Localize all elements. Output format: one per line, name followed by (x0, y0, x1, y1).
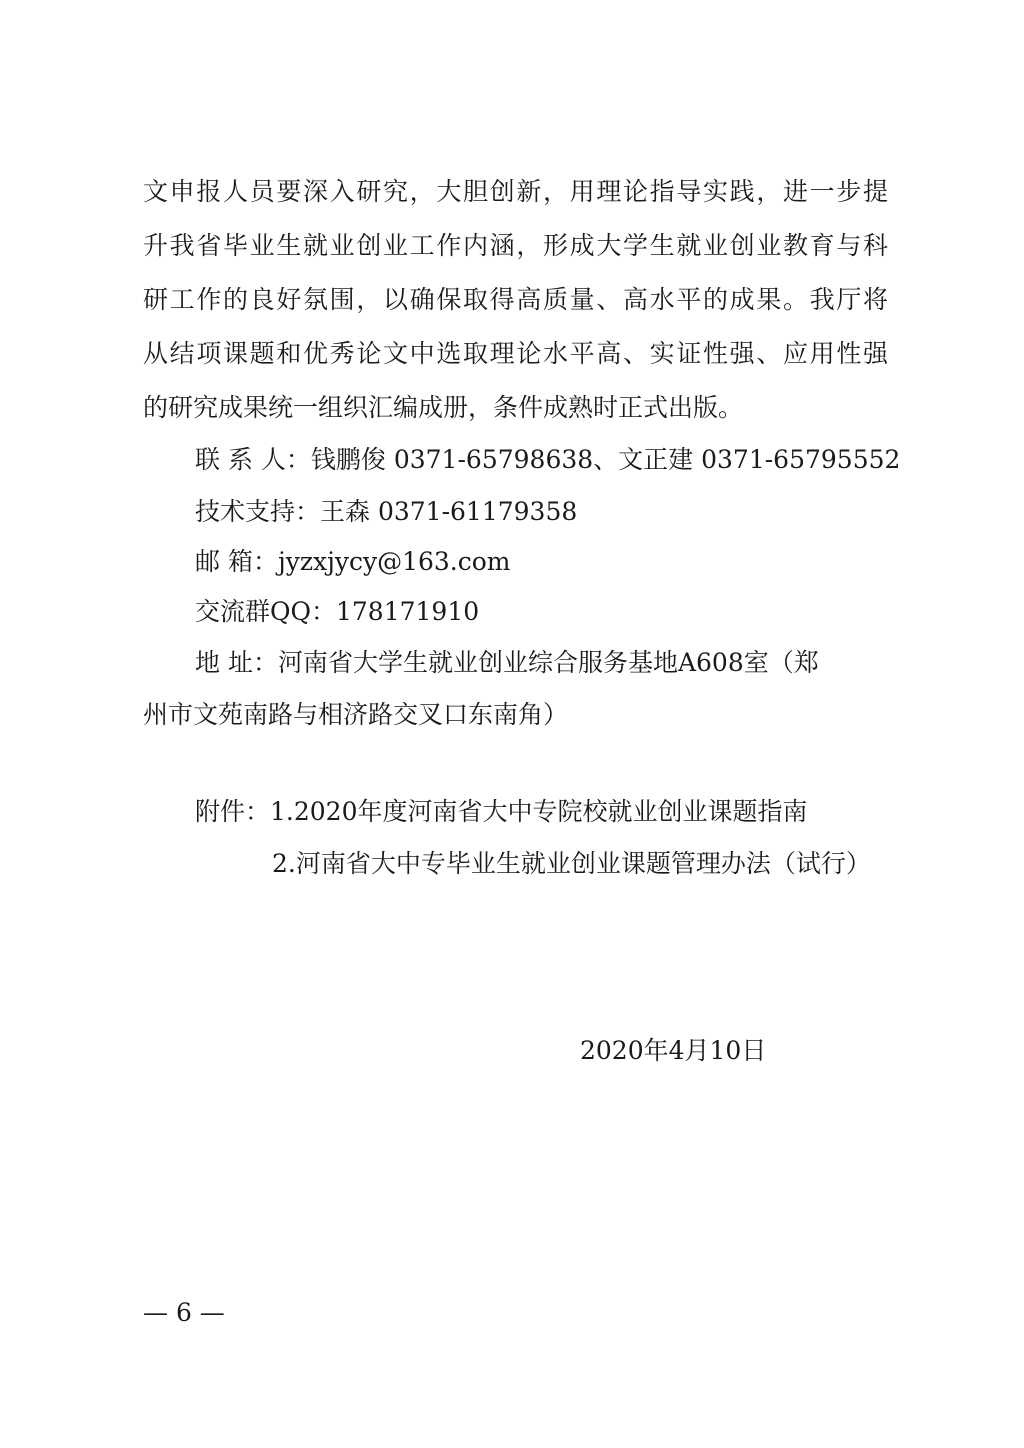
contact-person: 联 系 人：钱鹏俊 0371-65798638、文正建 0371-65795552 (195, 445, 901, 474)
email: 邮 箱：jyzxjycy@163.com (195, 547, 511, 576)
paragraph-line-5: 的研究成果统一组织汇编成册，条件成熟时正式出版。 (143, 393, 744, 422)
address-line-1: 地 址：河南省大学生就业创业综合服务基地A608室（郑 (195, 648, 819, 677)
page-number: — 6 — (143, 1298, 225, 1327)
paragraph-line-3: 研工作的良好氛围，以确保取得高质量、高水平的成果。我厅将 (143, 285, 888, 314)
tech-support: 技术支持：王森 0371-61179358 (195, 497, 578, 526)
qq-group: 交流群QQ：178171910 (195, 597, 480, 626)
document-date: 2020年4月10日 (580, 1036, 767, 1065)
paragraph-line-1: 文申报人员要深入研究，大胆创新，用理论指导实践，进一步提 (143, 177, 888, 206)
attachment-item-2: 2.河南省大中专毕业生就业创业课题管理办法（试行） (272, 849, 871, 878)
attachment-item-1: 附件：1.2020年度河南省大中专院校就业创业课题指南 (195, 797, 808, 826)
paragraph-line-2: 升我省毕业生就业创业工作内涵，形成大学生就业创业教育与科 (143, 231, 888, 260)
paragraph-line-4: 从结项课题和优秀论文中选取理论水平高、实证性强、应用性强 (143, 339, 888, 368)
address-line-2: 州市文苑南路与相济路交叉口东南角） (143, 700, 569, 729)
